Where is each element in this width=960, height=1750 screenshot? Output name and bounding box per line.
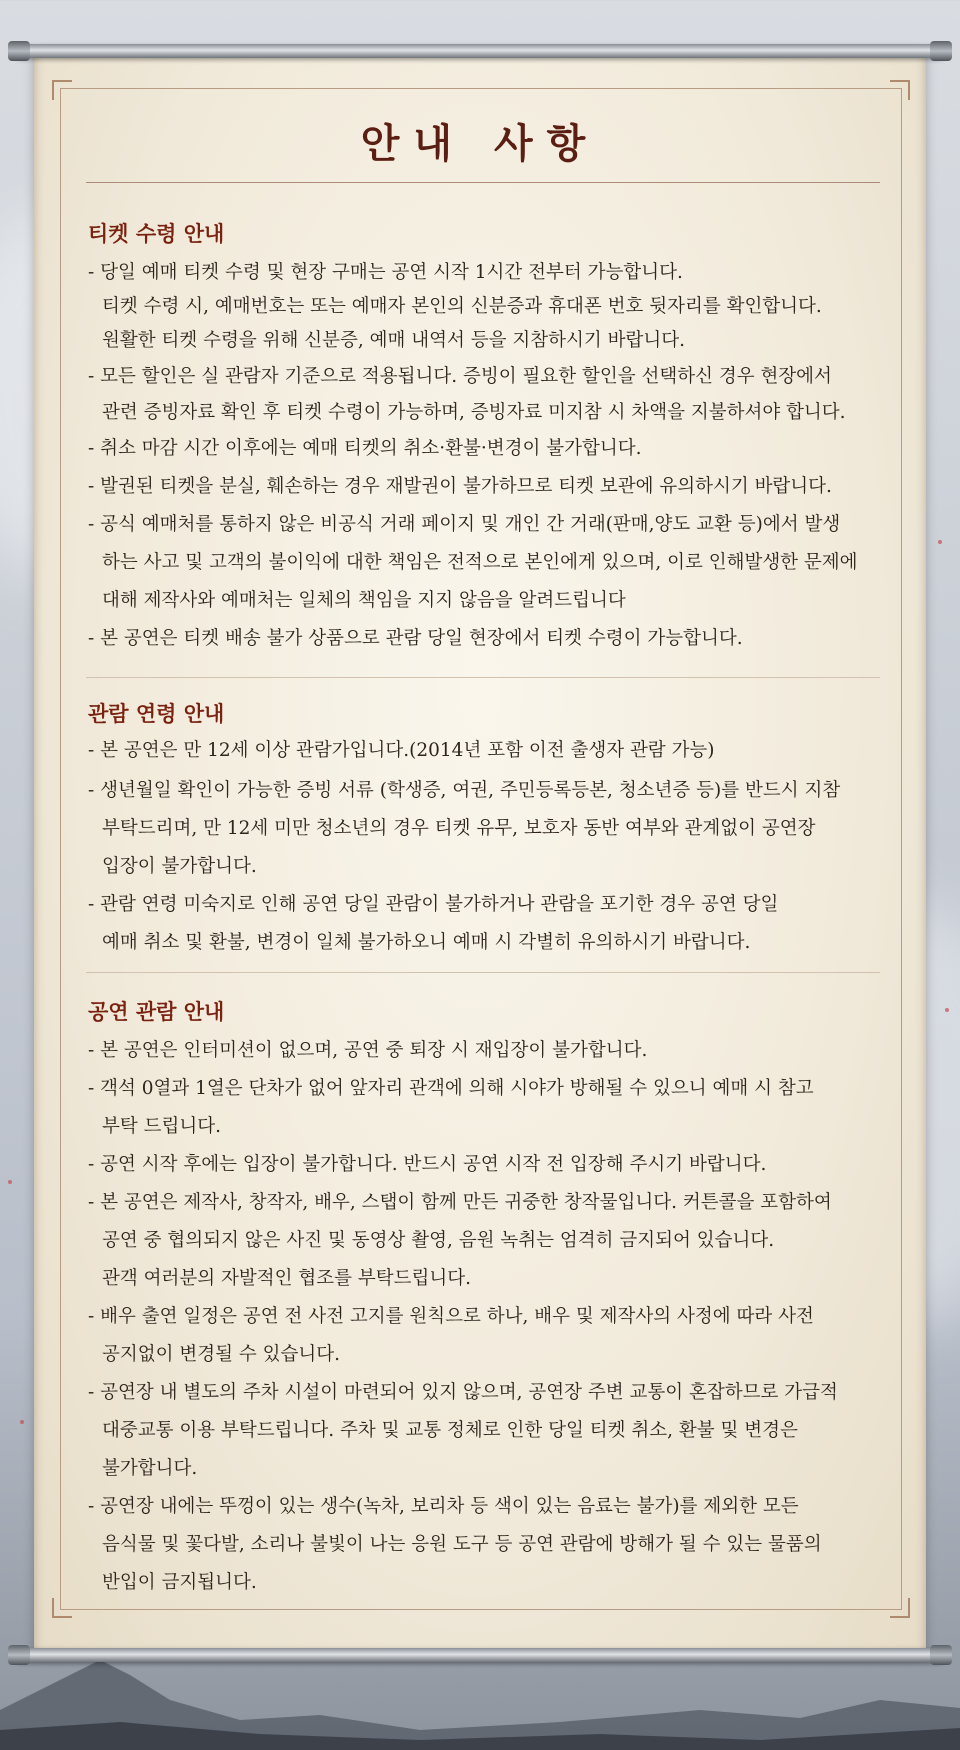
section-heading-performance: 공연 관람 안내 bbox=[88, 1000, 225, 1024]
notice-line: - 본 공연은 만 12세 이상 관람가입니다.(2014년 포함 이전 출생자 관람 가능) bbox=[88, 740, 715, 761]
notice-line: 티켓 수령 시, 예매번호는 또는 예매자 본인의 신분증과 휴대폰 번호 뒷자리를 확인합니다. bbox=[102, 296, 822, 317]
notice-line: 대해 제작사와 예매처는 일체의 책임을 지지 않음을 알려드립니다 bbox=[102, 590, 626, 611]
petal-decoration bbox=[938, 540, 942, 544]
notice-line: 예매 취소 및 환불, 변경이 일체 불가하오니 예매 시 각별히 유의하시기 바랍니다. bbox=[102, 932, 751, 953]
notice-line: - 공연장 내에는 뚜껑이 있는 생수(녹차, 보리차 등 색이 있는 음료는 불가)를 제외한 모든 bbox=[88, 1496, 799, 1517]
petal-decoration bbox=[20, 1420, 24, 1424]
notice-line: 관객 여러분의 자발적인 협조를 부탁드립니다. bbox=[102, 1268, 471, 1289]
notice-line: - 발권된 티켓을 분실, 훼손하는 경우 재발권이 불가하므로 티켓 보관에 유의하시기 바랍니다. bbox=[88, 476, 832, 497]
notice-line: 공연 중 협의되지 않은 사진 및 동영상 촬영, 음원 녹취는 엄격히 금지되어 있습니다. bbox=[102, 1230, 775, 1251]
notice-line: - 관람 연령 미숙지로 인해 공연 당일 관람이 불가하거나 관람을 포기한 경우 공연 당일 bbox=[88, 894, 779, 915]
petal-decoration bbox=[945, 1008, 949, 1012]
notice-line: - 배우 출연 일정은 공연 전 사전 고지를 원칙으로 하나, 배우 및 제작사의 사정에 따라 사전 bbox=[88, 1306, 814, 1327]
notice-line: - 본 공연은 인터미션이 없으며, 공연 중 퇴장 시 재입장이 불가합니다. bbox=[88, 1040, 648, 1061]
section-heading-ticket-pickup: 티켓 수령 안내 bbox=[88, 222, 225, 246]
notice-line: - 객석 0열과 1열은 단차가 없어 앞자리 관객에 의해 시야가 방해될 수 있으니 예매 시 참고 bbox=[88, 1078, 814, 1099]
notice-line: 입장이 불가합니다. bbox=[102, 856, 257, 877]
scroll-rod-top bbox=[14, 44, 946, 58]
notice-line: 부탁 드립니다. bbox=[102, 1116, 221, 1137]
notice-line: 불가합니다. bbox=[102, 1458, 198, 1479]
notice-line: - 공연장 내 별도의 주차 시설이 마련되어 있지 않으며, 공연장 주변 교통이 혼잡하므로 가급적 bbox=[88, 1382, 838, 1403]
page-title: 안내 사항 bbox=[360, 120, 600, 167]
section-divider bbox=[86, 972, 880, 973]
notice-line: 원활한 티켓 수령을 위해 신분증, 예매 내역서 등을 지참하시기 바랍니다. bbox=[102, 330, 685, 351]
notice-line: 하는 사고 및 고객의 불이익에 대한 책임은 전적으로 본인에게 있으며, 이로 인해발생한 문제에 bbox=[102, 552, 858, 573]
scroll-rod-bottom bbox=[14, 1648, 946, 1662]
notice-line: 음식물 및 꽃다발, 소리나 불빛이 나는 응원 도구 등 공연 관람에 방해가 될 수 있는 물품의 bbox=[102, 1534, 822, 1555]
notice-line: 관련 증빙자료 확인 후 티켓 수령이 가능하며, 증빙자료 미지참 시 차액을 지불하셔야 합니다. bbox=[102, 402, 846, 423]
section-divider bbox=[86, 677, 880, 678]
section-heading-age-limit: 관람 연령 안내 bbox=[88, 702, 225, 726]
notice-line: - 생년월일 확인이 가능한 증빙 서류 (학생증, 여권, 주민등록등본, 청소년증 등)를 반드시 지참 bbox=[88, 780, 841, 801]
notice-line: - 당일 예매 티켓 수령 및 현장 구매는 공연 시작 1시간 전부터 가능합니다. bbox=[88, 262, 683, 283]
notice-line: - 공식 예매처를 통하지 않은 비공식 거래 페이지 및 개인 간 거래(판매,양도 교환 등)에서 발생 bbox=[88, 514, 841, 535]
notice-line: - 모든 할인은 실 관람자 기준으로 적용됩니다. 증빙이 필요한 할인을 선택하신 경우 현장에서 bbox=[88, 366, 832, 387]
notice-line: - 취소 마감 시간 이후에는 예매 티켓의 취소·환불·변경이 불가합니다. bbox=[88, 438, 642, 459]
notice-line: 부탁드리며, 만 12세 미만 청소년의 경우 티켓 유무, 보호자 동반 여부와 관계없이 공연장 bbox=[102, 818, 816, 839]
notice-line: 반입이 금지됩니다. bbox=[102, 1572, 257, 1593]
notice-line: 대중교통 이용 부탁드립니다. 주차 및 교통 정체로 인한 당일 티켓 취소, 환불 및 변경은 bbox=[102, 1420, 798, 1441]
notice-line: - 본 공연은 티켓 배송 불가 상품으로 관람 당일 현장에서 티켓 수령이 가능합니다. bbox=[88, 628, 743, 649]
title-divider bbox=[86, 182, 880, 183]
petal-decoration bbox=[8, 1180, 12, 1184]
notice-line: - 공연 시작 후에는 입장이 불가합니다. 반드시 공연 시작 전 입장해 주시기 바랍니다. bbox=[88, 1154, 767, 1175]
notice-line: 공지없이 변경될 수 있습니다. bbox=[102, 1344, 340, 1365]
notice-line: - 본 공연은 제작사, 창작자, 배우, 스탭이 함께 만든 귀중한 창작물입니다. 커튼콜을 포함하여 bbox=[88, 1192, 832, 1213]
